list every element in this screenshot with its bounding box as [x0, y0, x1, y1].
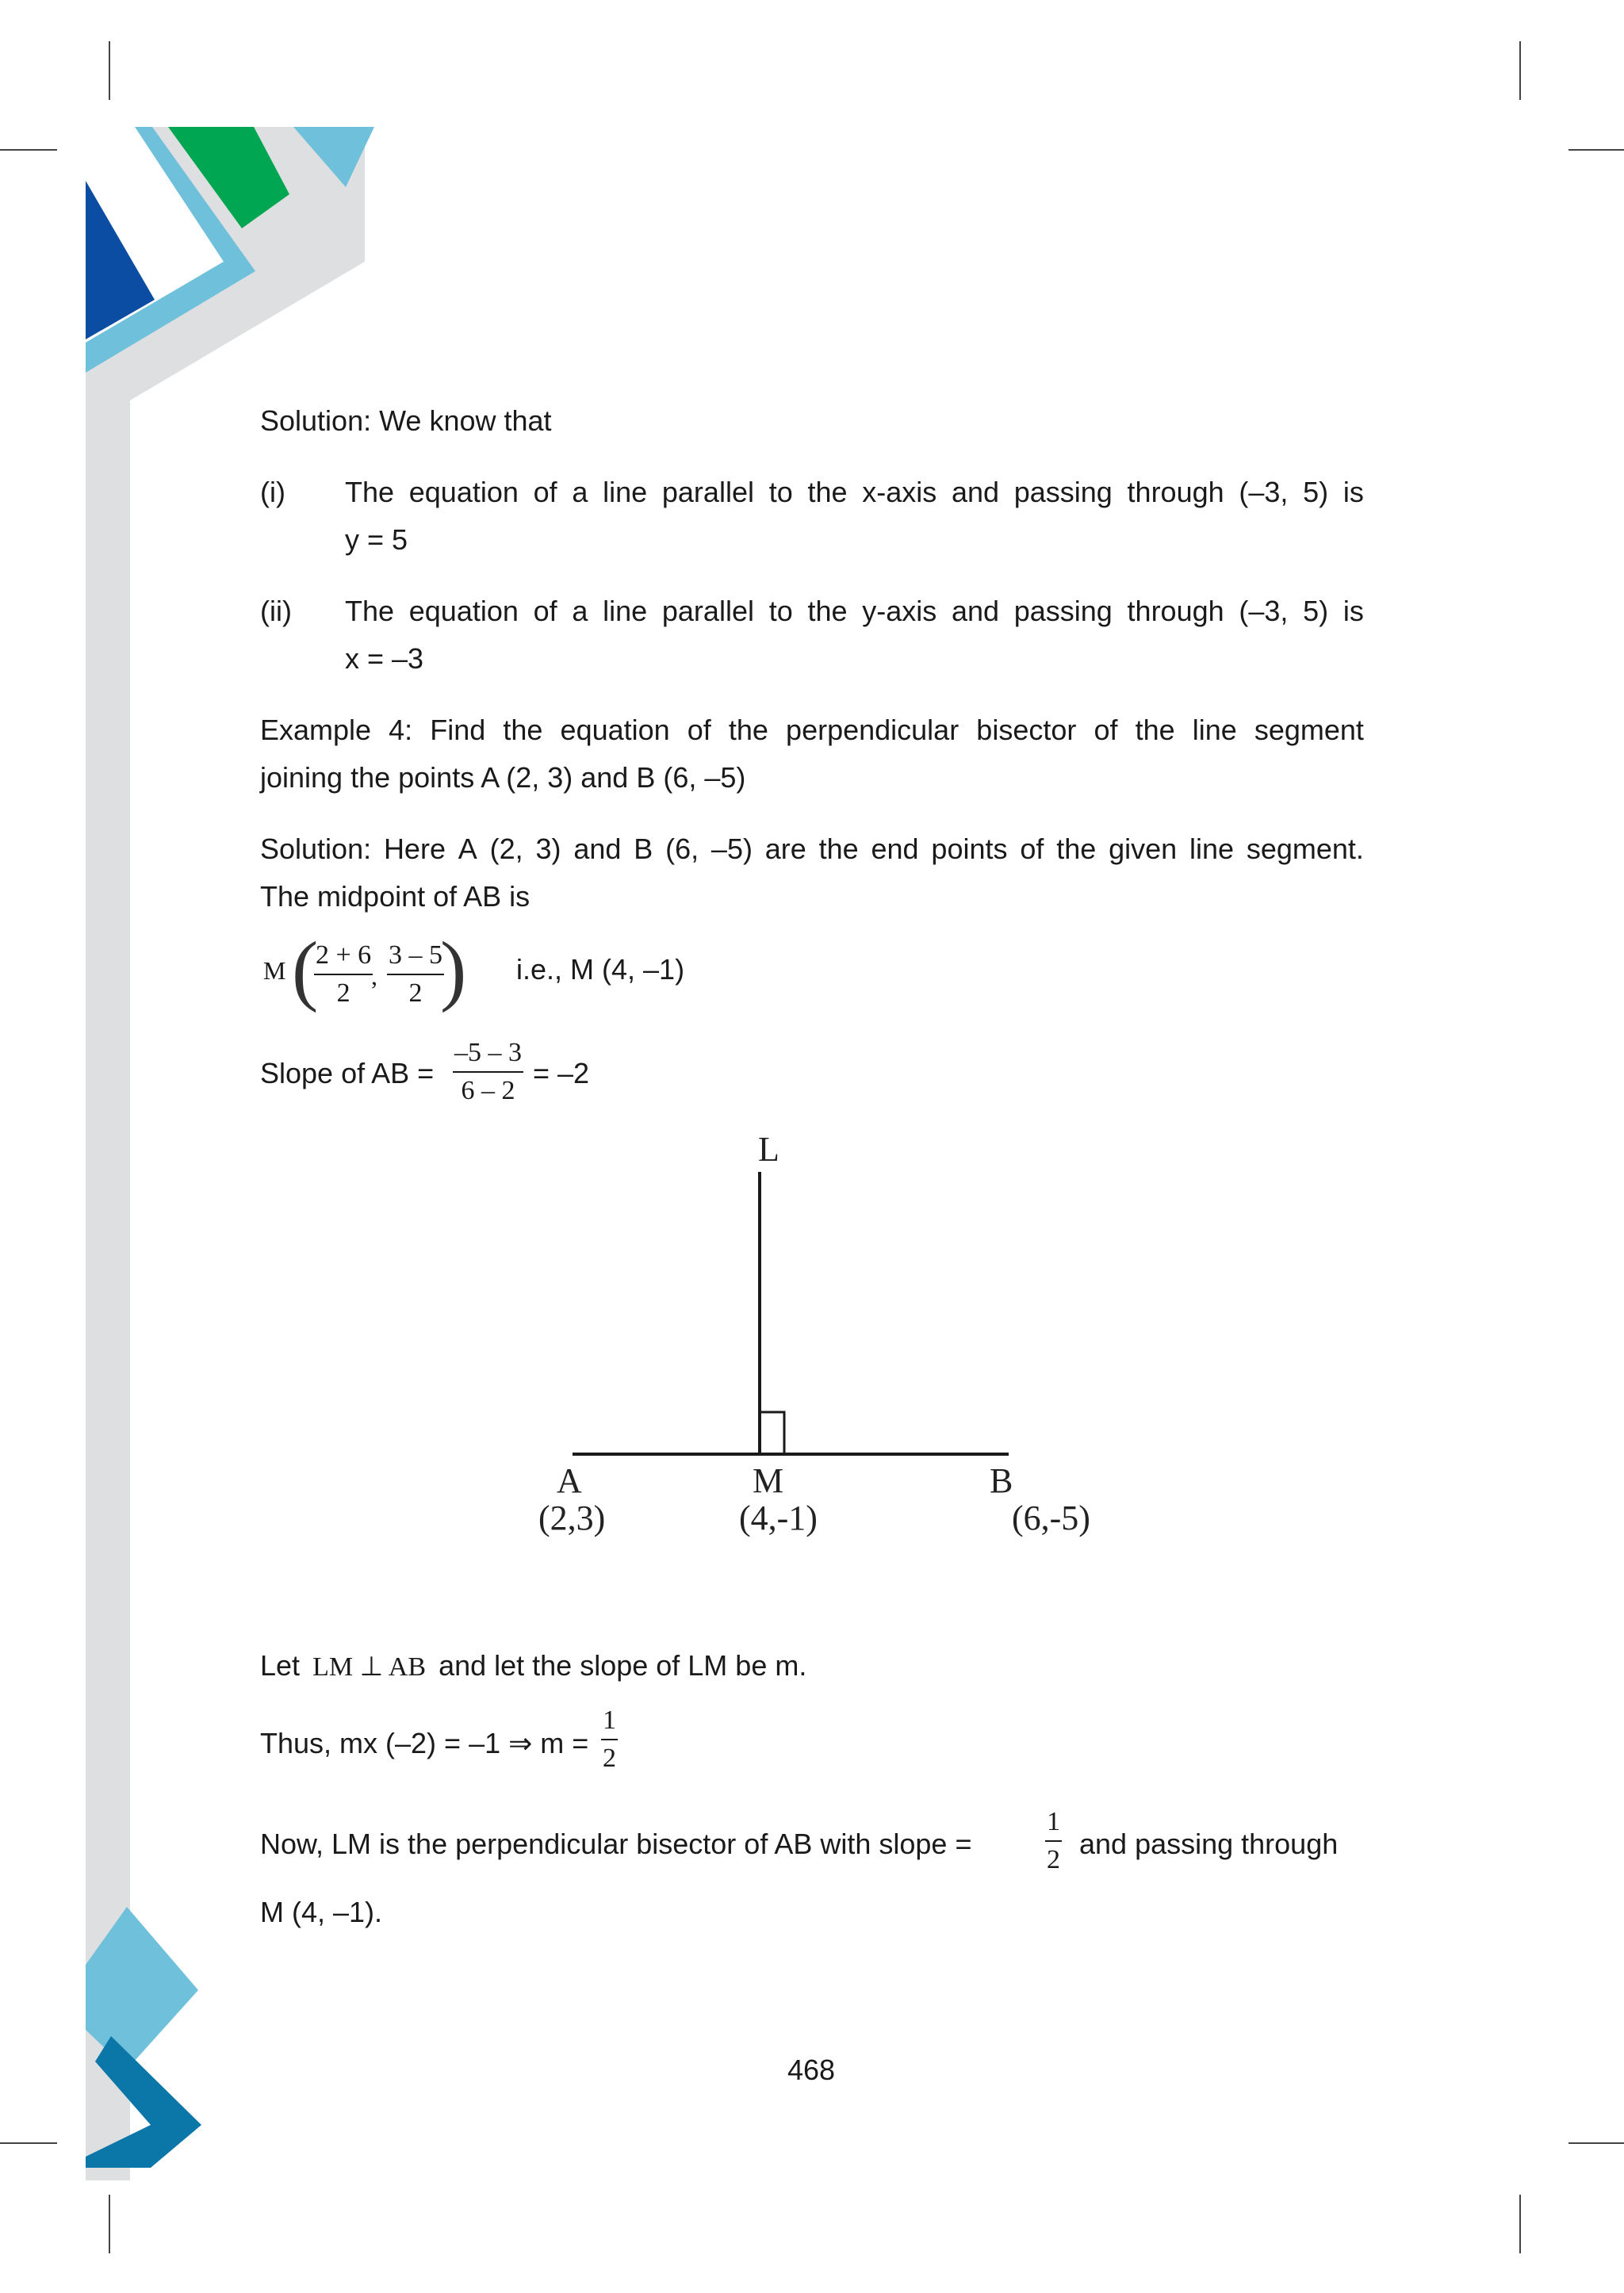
word: line — [603, 476, 648, 508]
coord-b: (6,-5) — [1012, 1499, 1090, 1537]
now-numerator: 1 — [1045, 1809, 1062, 1842]
word: passing — [1013, 595, 1113, 627]
word: of — [1020, 833, 1044, 865]
coord-a: (2,3) — [538, 1499, 606, 1537]
word: line — [603, 595, 648, 627]
word: are — [764, 833, 806, 865]
word: the — [1056, 833, 1097, 865]
word: is — [1342, 476, 1364, 508]
midpoint-y-denominator: 2 — [408, 978, 423, 1008]
slope-numerator: –5 – 3 — [453, 1039, 523, 1073]
thus-denominator: 2 — [603, 1744, 616, 1773]
word: through — [1127, 476, 1224, 508]
word: a — [572, 476, 588, 508]
word: equation — [408, 476, 519, 508]
slope-label: Slope of AB = — [260, 1057, 435, 1089]
word: of — [533, 476, 557, 508]
word: the — [807, 476, 848, 508]
word: of — [687, 714, 711, 746]
word: bisector — [976, 714, 1077, 746]
word: equation — [560, 714, 670, 746]
word: segment. — [1246, 833, 1364, 865]
now-denominator: 2 — [1047, 1845, 1060, 1874]
word: the — [807, 595, 848, 627]
word: (–3, — [1239, 476, 1289, 508]
word: (2, — [489, 833, 523, 865]
word: to — [768, 476, 793, 508]
word: of — [1094, 714, 1118, 746]
word: (–3, — [1239, 595, 1289, 627]
word: of — [533, 595, 557, 627]
item-ii-line2: x = –3 — [345, 642, 424, 675]
item-i-label: (i) — [260, 476, 285, 508]
word: 5) — [1303, 476, 1329, 508]
word: Here — [383, 833, 446, 865]
word: –5) — [710, 833, 753, 865]
word: end — [871, 833, 919, 865]
word: The — [345, 595, 395, 627]
let-after: and let the slope of LM be m. — [439, 1649, 807, 1682]
word: the — [503, 714, 543, 746]
solution-2-line2: The midpoint of AB is — [260, 880, 530, 913]
word: passing — [1013, 476, 1113, 508]
word: segment — [1254, 714, 1364, 746]
word: x-axis — [862, 476, 937, 508]
now-line2: M (4, –1). — [260, 1896, 383, 1928]
midpoint-y-numerator: 3 – 5 — [387, 942, 444, 975]
word: and — [951, 595, 1000, 627]
thus-fraction — [601, 1707, 618, 1772]
word: is — [1342, 595, 1364, 627]
word: the — [818, 833, 859, 865]
word: Find — [430, 714, 486, 746]
word: given — [1109, 833, 1178, 865]
word: through — [1127, 595, 1224, 627]
label-m: M — [753, 1461, 784, 1500]
word: and — [573, 833, 622, 865]
let-math: LM ⊥ AB — [312, 1652, 427, 1682]
solution-intro: Solution: We know that — [260, 404, 552, 437]
thus-numerator: 1 — [601, 1707, 618, 1740]
word: Example — [260, 714, 372, 746]
word: 3) — [535, 833, 561, 865]
page-number: 468 — [787, 2054, 836, 2086]
word: line — [1192, 714, 1237, 746]
word: A — [458, 833, 477, 865]
word: Solution: — [260, 833, 372, 865]
left-paren: ( — [292, 925, 319, 1013]
let-line — [260, 1649, 807, 1682]
right-paren: ) — [440, 925, 467, 1013]
word: a — [572, 595, 588, 627]
word: y-axis — [862, 595, 937, 627]
word: parallel — [661, 476, 754, 508]
word: equation — [408, 595, 519, 627]
item-i-line2: y = 5 — [345, 523, 408, 556]
item-ii-label: (ii) — [260, 595, 292, 627]
coord-m: (4,-1) — [739, 1499, 818, 1537]
slope-denominator: 6 – 2 — [461, 1076, 515, 1105]
word: line — [1189, 833, 1234, 865]
word: B — [634, 833, 653, 865]
now-before: Now, LM is the perpendicular bisector of AB with slope = — [260, 1828, 972, 1860]
word: and — [951, 476, 1000, 508]
word: 5) — [1303, 595, 1329, 627]
midpoint-result: i.e., M (4, –1) — [516, 953, 685, 986]
midpoint-label: M — [263, 956, 286, 985]
label-a: A — [557, 1461, 582, 1500]
word: points — [931, 833, 1008, 865]
midpoint-comma: , — [371, 962, 377, 990]
thus-text: Thus, mx (–2) = –1 ⇒ m = — [260, 1727, 589, 1759]
label-l: L — [758, 1130, 779, 1169]
example-4-line2: joining the points A (2, 3) and B (6, –5) — [260, 761, 746, 794]
word: perpendicular — [786, 714, 959, 746]
word: the — [728, 714, 768, 746]
midpoint-x-denominator: 2 — [336, 978, 350, 1008]
word: 4: — [389, 714, 413, 746]
word: to — [768, 595, 793, 627]
label-b: B — [990, 1461, 1013, 1500]
now-after: and passing through — [1079, 1828, 1339, 1860]
now-fraction — [1045, 1809, 1062, 1874]
right-angle-mark — [760, 1412, 784, 1454]
midpoint-x-numerator: 2 + 6 — [314, 942, 373, 975]
word: the — [1135, 714, 1175, 746]
let-before: Let — [260, 1649, 301, 1682]
word: The — [345, 476, 395, 508]
word: (6, — [665, 833, 699, 865]
slope-result: = –2 — [533, 1057, 590, 1089]
word: parallel — [661, 595, 754, 627]
